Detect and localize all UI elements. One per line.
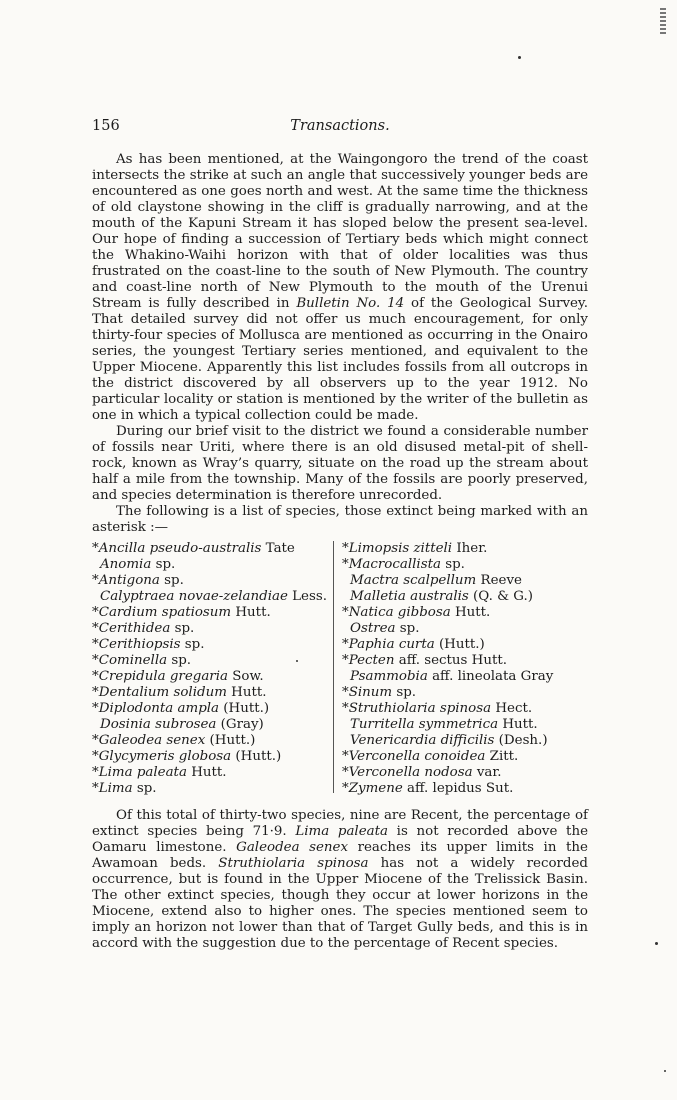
species-name: Ostrea: [350, 621, 396, 636]
species-authority: sp.: [132, 781, 157, 796]
scan-speck: [664, 1070, 666, 1072]
species-entry: [342, 637, 588, 653]
text-run: During our brief visit to the district we found a considerable number of fossils near Uriti, where there is an old disused metal-pit of shell-rock, known as Wray’s quarry, situate on the road up the stream about half a mile from the township. Many of the fossils are poorly preserved, and species determination is therefore unrecorded.: [92, 424, 588, 503]
species-name: Sinum: [348, 685, 393, 700]
extinct-marker: *: [92, 733, 99, 748]
italic-run: Bulletin No. 14: [296, 296, 405, 311]
species-entry: [342, 733, 588, 749]
species-authority: Iher.: [452, 541, 488, 556]
species-authority: sp.: [159, 573, 184, 588]
species-authority: (Hutt.): [205, 733, 256, 748]
text-run: As has been mentioned, at the Waingongoro the trend of the coast intersects the strike at such an angle that successively younger beds are encountered as one goes north and west. At the same time the thickness of old claystone showing in the cliff is gradually narrowing, and at the mouth of the Kapuni Stream it has sloped below the present sea-level. Our hope of finding a succession of Tertiary beds which might connect the Whakino-Waihi horizon with that of older localities was thus frustrated on the coast-line to the south of New Plymouth. The country and coast-line north of New Plymouth to the mouth of the Urenui Stream is fully described in: [92, 152, 588, 311]
species-entry: [92, 701, 332, 717]
species-authority: (Gray): [216, 717, 264, 732]
species-authority: sp.: [180, 637, 205, 652]
extinct-marker: *: [342, 653, 349, 668]
species-name: Lima: [98, 781, 133, 796]
extinct-marker: *: [92, 781, 99, 796]
species-list-right-column: [342, 541, 588, 797]
species-entry: [92, 605, 332, 621]
species-name: Cerithiopsis: [98, 637, 181, 652]
species-name: Psammobia: [350, 669, 428, 684]
species-entry: [342, 717, 588, 733]
species-entry: [92, 573, 332, 589]
scan-speck: [296, 660, 298, 662]
species-name: Galeodea senex: [98, 733, 206, 748]
species-entry: [92, 717, 332, 733]
extinct-marker: *: [92, 621, 99, 636]
species-entry: [92, 637, 332, 653]
extinct-marker: *: [92, 685, 99, 700]
species-entry: [92, 781, 332, 797]
species-name: Turritella symmetrica: [350, 717, 499, 732]
extinct-marker: *: [92, 653, 99, 668]
species-entry: [92, 749, 332, 765]
species-name: Paphia curta: [348, 637, 435, 652]
extinct-marker: *: [92, 637, 99, 652]
species-name: Cominella: [98, 653, 168, 668]
species-entry: [342, 589, 588, 605]
species-authority: sp.: [440, 557, 465, 572]
species-authority: Hutt.: [498, 717, 538, 732]
species-entry: [342, 765, 588, 781]
species-authority: Tate: [261, 541, 295, 556]
extinct-marker: *: [342, 605, 349, 620]
species-name: Natica gibbosa: [348, 605, 451, 620]
extinct-marker: *: [342, 765, 349, 780]
species-authority: sp.: [395, 621, 420, 636]
species-entry: [342, 781, 588, 797]
species-entry: [342, 749, 588, 765]
species-entry: [342, 621, 588, 637]
species-name: Macrocallista: [348, 557, 441, 572]
extinct-marker: *: [92, 669, 99, 684]
species-name: Mactra scalpellum: [350, 573, 477, 588]
species-entry: [92, 621, 332, 637]
species-authority: aff. lineolata Gray: [427, 669, 554, 684]
italic-run: Lima paleata: [295, 824, 388, 839]
species-name: Pecten: [348, 653, 395, 668]
species-entry: [342, 685, 588, 701]
text-run: has not a widely recorded occurrence, but is found in the Upper Miocene of the Trelissick Basin. The other extinct species, though they occur at lower horizons in the Miocene, extend also to higher ones. The species mentioned seem to imply an horizon not lower than that of Target Gully beds, and this is in accord with the suggestion due to the percentage of Recent species.: [92, 856, 588, 951]
species-name: Dentalium solidum: [98, 685, 227, 700]
species-name: Zymene: [348, 781, 403, 796]
species-entry: [342, 541, 588, 557]
concluding-paragraph: [92, 808, 588, 952]
extinct-marker: *: [92, 541, 99, 556]
species-entry: [342, 605, 588, 621]
page-number: 156: [92, 118, 120, 134]
scan-speck: [655, 942, 658, 945]
species-entry: [92, 589, 332, 605]
species-name: Antigona: [98, 573, 160, 588]
text-run: The following is a list of species, those extinct being marked with an asterisk :—: [92, 504, 588, 535]
species-entry: [342, 573, 588, 589]
species-name: Verconella conoidea: [348, 749, 486, 764]
text-run: Of this total of thirty-two species, nine are Recent, the percentage of extinct species being 71·9.: [92, 808, 588, 839]
text-run: of the Geological Survey. That detailed survey did not offer us much encouragement, for only thirty-four species of Mollusca are mentioned as occurring in the Onairo series, the youngest Tertiary series mentioned, and equivalent to the Upper Miocene. Apparently this list includes fossils from all outcrops in the district discovered by all observers up to the year 1912. No particular locality or station is mentioned by the writer of the bulletin as one in which a typical collection could be made.: [92, 296, 588, 423]
species-authority: Less.: [287, 589, 327, 604]
species-authority: aff. lepidus Sut.: [402, 781, 514, 796]
scan-speck: [518, 56, 521, 59]
species-authority: Sow.: [227, 669, 264, 684]
extinct-marker: *: [342, 685, 349, 700]
paragraph-1: [92, 152, 588, 424]
text-run: reaches its upper limits in the Awamoan beds.: [92, 840, 588, 871]
species-name: Lima paleata: [98, 765, 187, 780]
italic-run: Galeodea senex: [236, 840, 349, 855]
species-authority: sp.: [167, 653, 192, 668]
species-authority: Reeve: [476, 573, 522, 588]
species-authority: Hutt.: [450, 605, 491, 620]
text-run: is not recorded above the Oamaru limestone.: [92, 824, 588, 855]
species-entry: [92, 557, 332, 573]
species-list-left-column: [92, 541, 332, 797]
species-entry: [92, 541, 332, 557]
species-authority: sp.: [392, 685, 417, 700]
extinct-marker: *: [92, 749, 99, 764]
extinct-marker: *: [342, 701, 349, 716]
species-name: Calyptraea novae-zelandiae: [100, 589, 288, 604]
page-header: [92, 116, 588, 136]
species-authority: (Q. & G.): [468, 589, 533, 604]
species-name: Ancilla pseudo-australis: [98, 541, 262, 556]
species-name: Glycymeris globosa: [98, 749, 232, 764]
extinct-marker: *: [342, 781, 349, 796]
species-entry: [342, 669, 588, 685]
species-authority: aff. sectus Hutt.: [394, 653, 508, 668]
species-authority: (Hutt.): [231, 749, 282, 764]
species-name: Diplodonta ampla: [98, 701, 220, 716]
extinct-marker: *: [92, 765, 99, 780]
extinct-marker: *: [342, 541, 349, 556]
extinct-marker: *: [92, 701, 99, 716]
species-name: Limopsis zitteli: [348, 541, 453, 556]
extinct-marker: *: [342, 637, 349, 652]
species-entry: [92, 669, 332, 685]
species-name: Venericardia difficilis: [350, 733, 495, 748]
paragraph-2: [92, 424, 588, 504]
species-authority: (Hutt.): [219, 701, 270, 716]
species-name: Struthiolaria spinosa: [348, 701, 492, 716]
paragraph-3: [92, 504, 588, 536]
species-list: [92, 541, 588, 801]
species-entry: [92, 685, 332, 701]
extinct-marker: *: [92, 605, 99, 620]
species-authority: Zitt.: [485, 749, 519, 764]
italic-run: Struthiolaria spinosa: [218, 856, 369, 871]
species-authority: var.: [472, 765, 502, 780]
species-name: Cardium spatiosum: [98, 605, 232, 620]
species-entry: [92, 733, 332, 749]
species-authority: sp.: [151, 557, 176, 572]
species-name: Malletia australis: [350, 589, 469, 604]
species-authority: Hutt.: [186, 765, 227, 780]
page-edge-mark: [660, 8, 666, 34]
species-authority: (Hutt.): [434, 637, 485, 652]
species-authority: (Desh.): [494, 733, 548, 748]
species-authority: sp.: [170, 621, 195, 636]
intro-paragraphs: [92, 152, 588, 536]
extinct-marker: *: [92, 573, 99, 588]
species-entry: [342, 557, 588, 573]
species-authority: Hect.: [491, 701, 533, 716]
species-authority: Hutt.: [231, 605, 271, 620]
species-name: Dosinia subrosea: [100, 717, 217, 732]
species-name: Crepidula gregaria: [98, 669, 228, 684]
species-entry: [92, 765, 332, 781]
species-name: Cerithidea: [98, 621, 171, 636]
extinct-marker: *: [342, 749, 349, 764]
extinct-marker: *: [342, 557, 349, 572]
species-entry: [342, 653, 588, 669]
species-name: Anomia: [100, 557, 152, 572]
running-title: Transactions.: [290, 118, 390, 134]
species-entry: [342, 701, 588, 717]
column-divider: [333, 541, 334, 793]
species-authority: Hutt.: [226, 685, 267, 700]
paragraph-final: [92, 808, 588, 952]
species-name: Verconella nodosa: [348, 765, 473, 780]
